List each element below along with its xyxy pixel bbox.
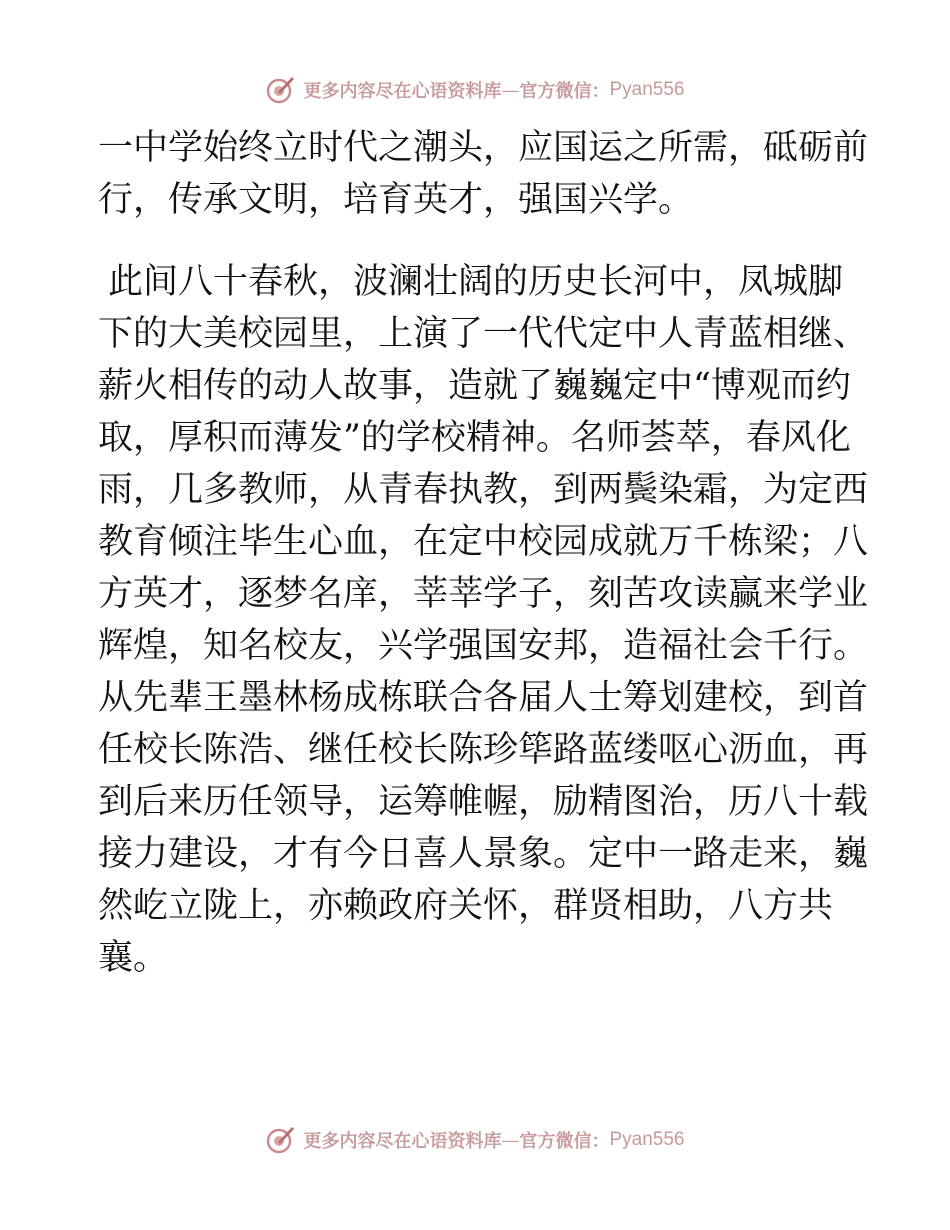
- watermark-brand-text: 更多内容尽在心语资料库: [303, 1131, 502, 1152]
- text-line: 此间八十春秋，波澜壮阔的历史长河中，凤城脚: [108, 262, 844, 302]
- paragraph-2-continued: [98, 308, 869, 984]
- watermark-suffix-text: 官方微信：: [519, 1131, 610, 1152]
- watermark-separator: —: [501, 79, 520, 101]
- header-watermark: [0, 70, 950, 110]
- quill-logo-icon: [265, 74, 297, 106]
- quill-logo-icon: [265, 1124, 297, 1156]
- watermark-wechat-id: Pyan556: [609, 79, 685, 100]
- text-line: 到后来历任领导，运筹帷幄，励精图治，历八十载: [98, 782, 869, 822]
- text-line: 然屹立陇上，亦赖政府关怀，群贤相助，八方共: [98, 886, 834, 926]
- paragraph-1: [98, 122, 869, 226]
- text-line: 襄。: [98, 938, 169, 978]
- paragraph-2: [98, 256, 852, 308]
- text-line: 取，厚积而薄发”的学校精神。名师荟萃，春风化: [98, 418, 851, 458]
- document-body: [98, 122, 869, 984]
- text-line: 教育倾注毕生心血，在定中校园成就万千栋梁；八: [98, 522, 869, 562]
- text-line: 雨，几多教师，从青春执教，到两鬓染霜，为定西: [98, 470, 869, 510]
- footer-watermark: [0, 1120, 950, 1160]
- text-line: 一中学始终立时代之潮头，应国运之所需，砥砺前: [98, 128, 869, 168]
- watermark-brand-text: 更多内容尽在心语资料库: [303, 81, 502, 102]
- watermark-suffix-text: 官方微信：: [519, 81, 610, 102]
- text-line: 辉煌，知名校友，兴学强国安邦，造福社会千行。: [98, 626, 869, 666]
- text-line: 下的大美校园里，上演了一代代定中人青蓝相继、: [98, 314, 869, 354]
- text-line: 方英才，逐梦名庠，莘莘学子，刻苦攻读赢来学业: [98, 574, 869, 614]
- text-line: 接力建设，才有今日喜人景象。定中一路走来，巍: [98, 834, 869, 874]
- watermark-separator: —: [501, 1129, 520, 1151]
- watermark-wechat-id: Pyan556: [609, 1129, 685, 1150]
- text-line: 薪火相传的动人故事，造就了巍巍定中“博观而约: [98, 366, 851, 406]
- text-line: 任校长陈浩、继任校长陈珍筚路蓝缕呕心沥血，再: [98, 730, 869, 770]
- text-line: 从先辈王墨林杨成栋联合各届人士筹划建校，到首: [98, 678, 869, 718]
- text-line: 行，传承文明，培育英才，强国兴学。: [98, 180, 694, 220]
